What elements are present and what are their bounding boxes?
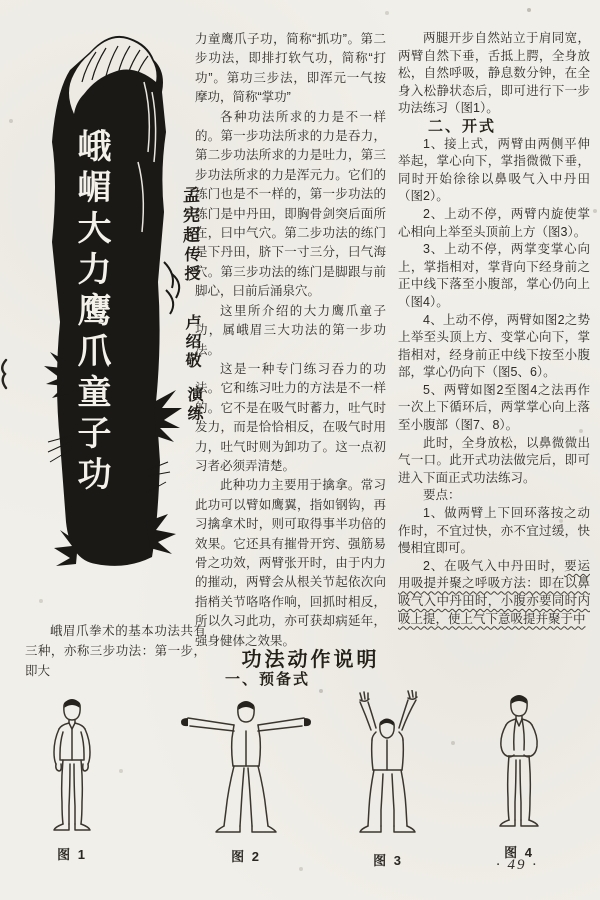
figure-2-drawing-arms-out (176, 698, 316, 838)
credit-teacher-name: 孟宪超 (180, 185, 199, 247)
credit-performer-role: 演练 (185, 385, 202, 425)
right-text-column (398, 30, 590, 628)
credit-teacher-role: 传授 (182, 245, 199, 285)
figure-4-drawing-standing (480, 692, 558, 834)
step-paragraph: 3、上动不停，两掌变掌心向上，掌指相对，掌背向下经身前之正中线下落至小腹部，掌心仍向上（图4）。 (398, 242, 590, 309)
stele-calligraphy-title: 峨嵋大力鹰爪童子功 (72, 128, 110, 497)
figure-4-label: 图 4 (504, 845, 534, 860)
figure-2 (176, 698, 316, 865)
figure-3-drawing-arms-up (336, 690, 440, 842)
body-paragraph: 此时，全身放松，以鼻微微出气一口。此开式功法做完后，即可进入下面正式功法练习。 (398, 435, 590, 485)
left-column-paragraph-block (25, 621, 206, 681)
figure-1 (36, 696, 108, 863)
figure-3 (336, 690, 440, 869)
step-paragraph: 4、上动不停，两臂如图2之势上举至头顶上方、变掌心向下，掌指相对，经身前正中线下按至小腹部，掌心仍向下（图5、6）。 (398, 312, 590, 380)
body-paragraph: 力童鹰爪子功，简称“抓功”。第二步功法，即排打软气功，简称“打功”。第功三步法，即浑元一气按摩功，简称“掌功” (195, 32, 386, 105)
ink-smudge-left-margin (0, 356, 10, 401)
keypoint-2-prefix: 2、在吸气入中丹田时， (423, 558, 565, 573)
subsection-heading-preparation: 一、预备式 (225, 671, 311, 689)
figure-3-label: 图 3 (373, 853, 403, 868)
credit-performer-name: 卢绍敬 (183, 313, 200, 372)
step-paragraph: 2、上动不停，两臂内旋使掌心相向上举至头顶前上方（图3）。 (398, 206, 590, 239)
keypoint-2-underlined-text: 要运用吸提并聚之呼吸方法：即在以鼻吸气入中丹田时，小腹亦要同时内吸上提，使上气下意吸提并聚于中 (398, 558, 590, 626)
body-paragraph: 各种功法所求的力是不一样的。第一步功法所求的力是吞力，第二步功法所求的力是吐力，第三步功法所求的力是浑元力。它们的练门也是不一样的，第一步功法的练门是中丹田，即胸骨剑突后面所在，曰中气穴。第二步功法的练门是下丹田，脐下一寸三分，曰气海穴。第三步功法的练门是脚跟与前脚心，曰前后涌泉穴。 (195, 109, 386, 299)
keypoint-paragraph (398, 558, 590, 628)
paper-speckles (0, 0, 2, 2)
figure-1-drawing-arms-down (36, 696, 108, 836)
section-heading: 功法动作说明 (241, 649, 380, 671)
body-paragraph: 两腿开步自然站立于肩同宽，两臂自然下垂，舌抵上腭，全身放松，自然呼吸，静息数分钟，在全身入松静状态后，即可进行下一步功法练习（图1）。 (398, 31, 590, 116)
left-column-paragraph: 峨眉爪拳术的基本功法共有三种，亦称三步功法：第一步，即大 (25, 624, 206, 678)
eagle-claw-doodle (164, 262, 179, 314)
body-paragraph: 这里所介绍的大力鹰爪童子功，属峨眉三大功法的第一步功法。 (195, 303, 386, 357)
step-paragraph: 5、两臂如图2至图4之法再作一次上下循环后，两掌掌心向上落至小腹部（图7、8）。 (398, 382, 590, 433)
keypoint-paragraph: 1、做两臂上下回环落按之动作时，不宜过快，亦不宜过缓，快慢相宜即可。 (398, 506, 590, 556)
body-paragraph: 这是一种专门练习吞力的功法。它和练习吐力的方法是不一样的。它不是在吸气时蓄力，吐气时发力，而是恰恰相反，在吸气时用力，吐气时则为卸功了。这一点初习者必须弄清楚。 (195, 361, 386, 473)
body-paragraph: 此种功力主要用于擒拿。常习此功可以臂如鹰翼，指如钢钩，再习擒拿术时，则可取得事半功倍的效果。它还具有摧骨开窍、强筋易骨之功效，两臂张开时，由于内力的摧动，两臂会从根关节起依次向指梢关节咯咯作响，回抓时相反，所以久习此功，亦可获却病延年，强身健体之效果。 (195, 478, 386, 648)
middle-text-column (195, 30, 386, 690)
figure-4 (480, 692, 558, 861)
subsection-heading-opening: 二、开式 (428, 117, 497, 135)
figure-2-label: 图 2 (231, 849, 261, 864)
figure-1-label: 图 1 (57, 847, 87, 862)
page-number: · 49 · (496, 857, 538, 873)
keypoints-label: 要点： (423, 488, 461, 503)
step-paragraph: 1、接上式，两臂由两侧平伸举起，掌心向下，掌指微微下垂，同时开始徐徐以鼻吸气入中丹田（图2）。 (398, 136, 590, 204)
